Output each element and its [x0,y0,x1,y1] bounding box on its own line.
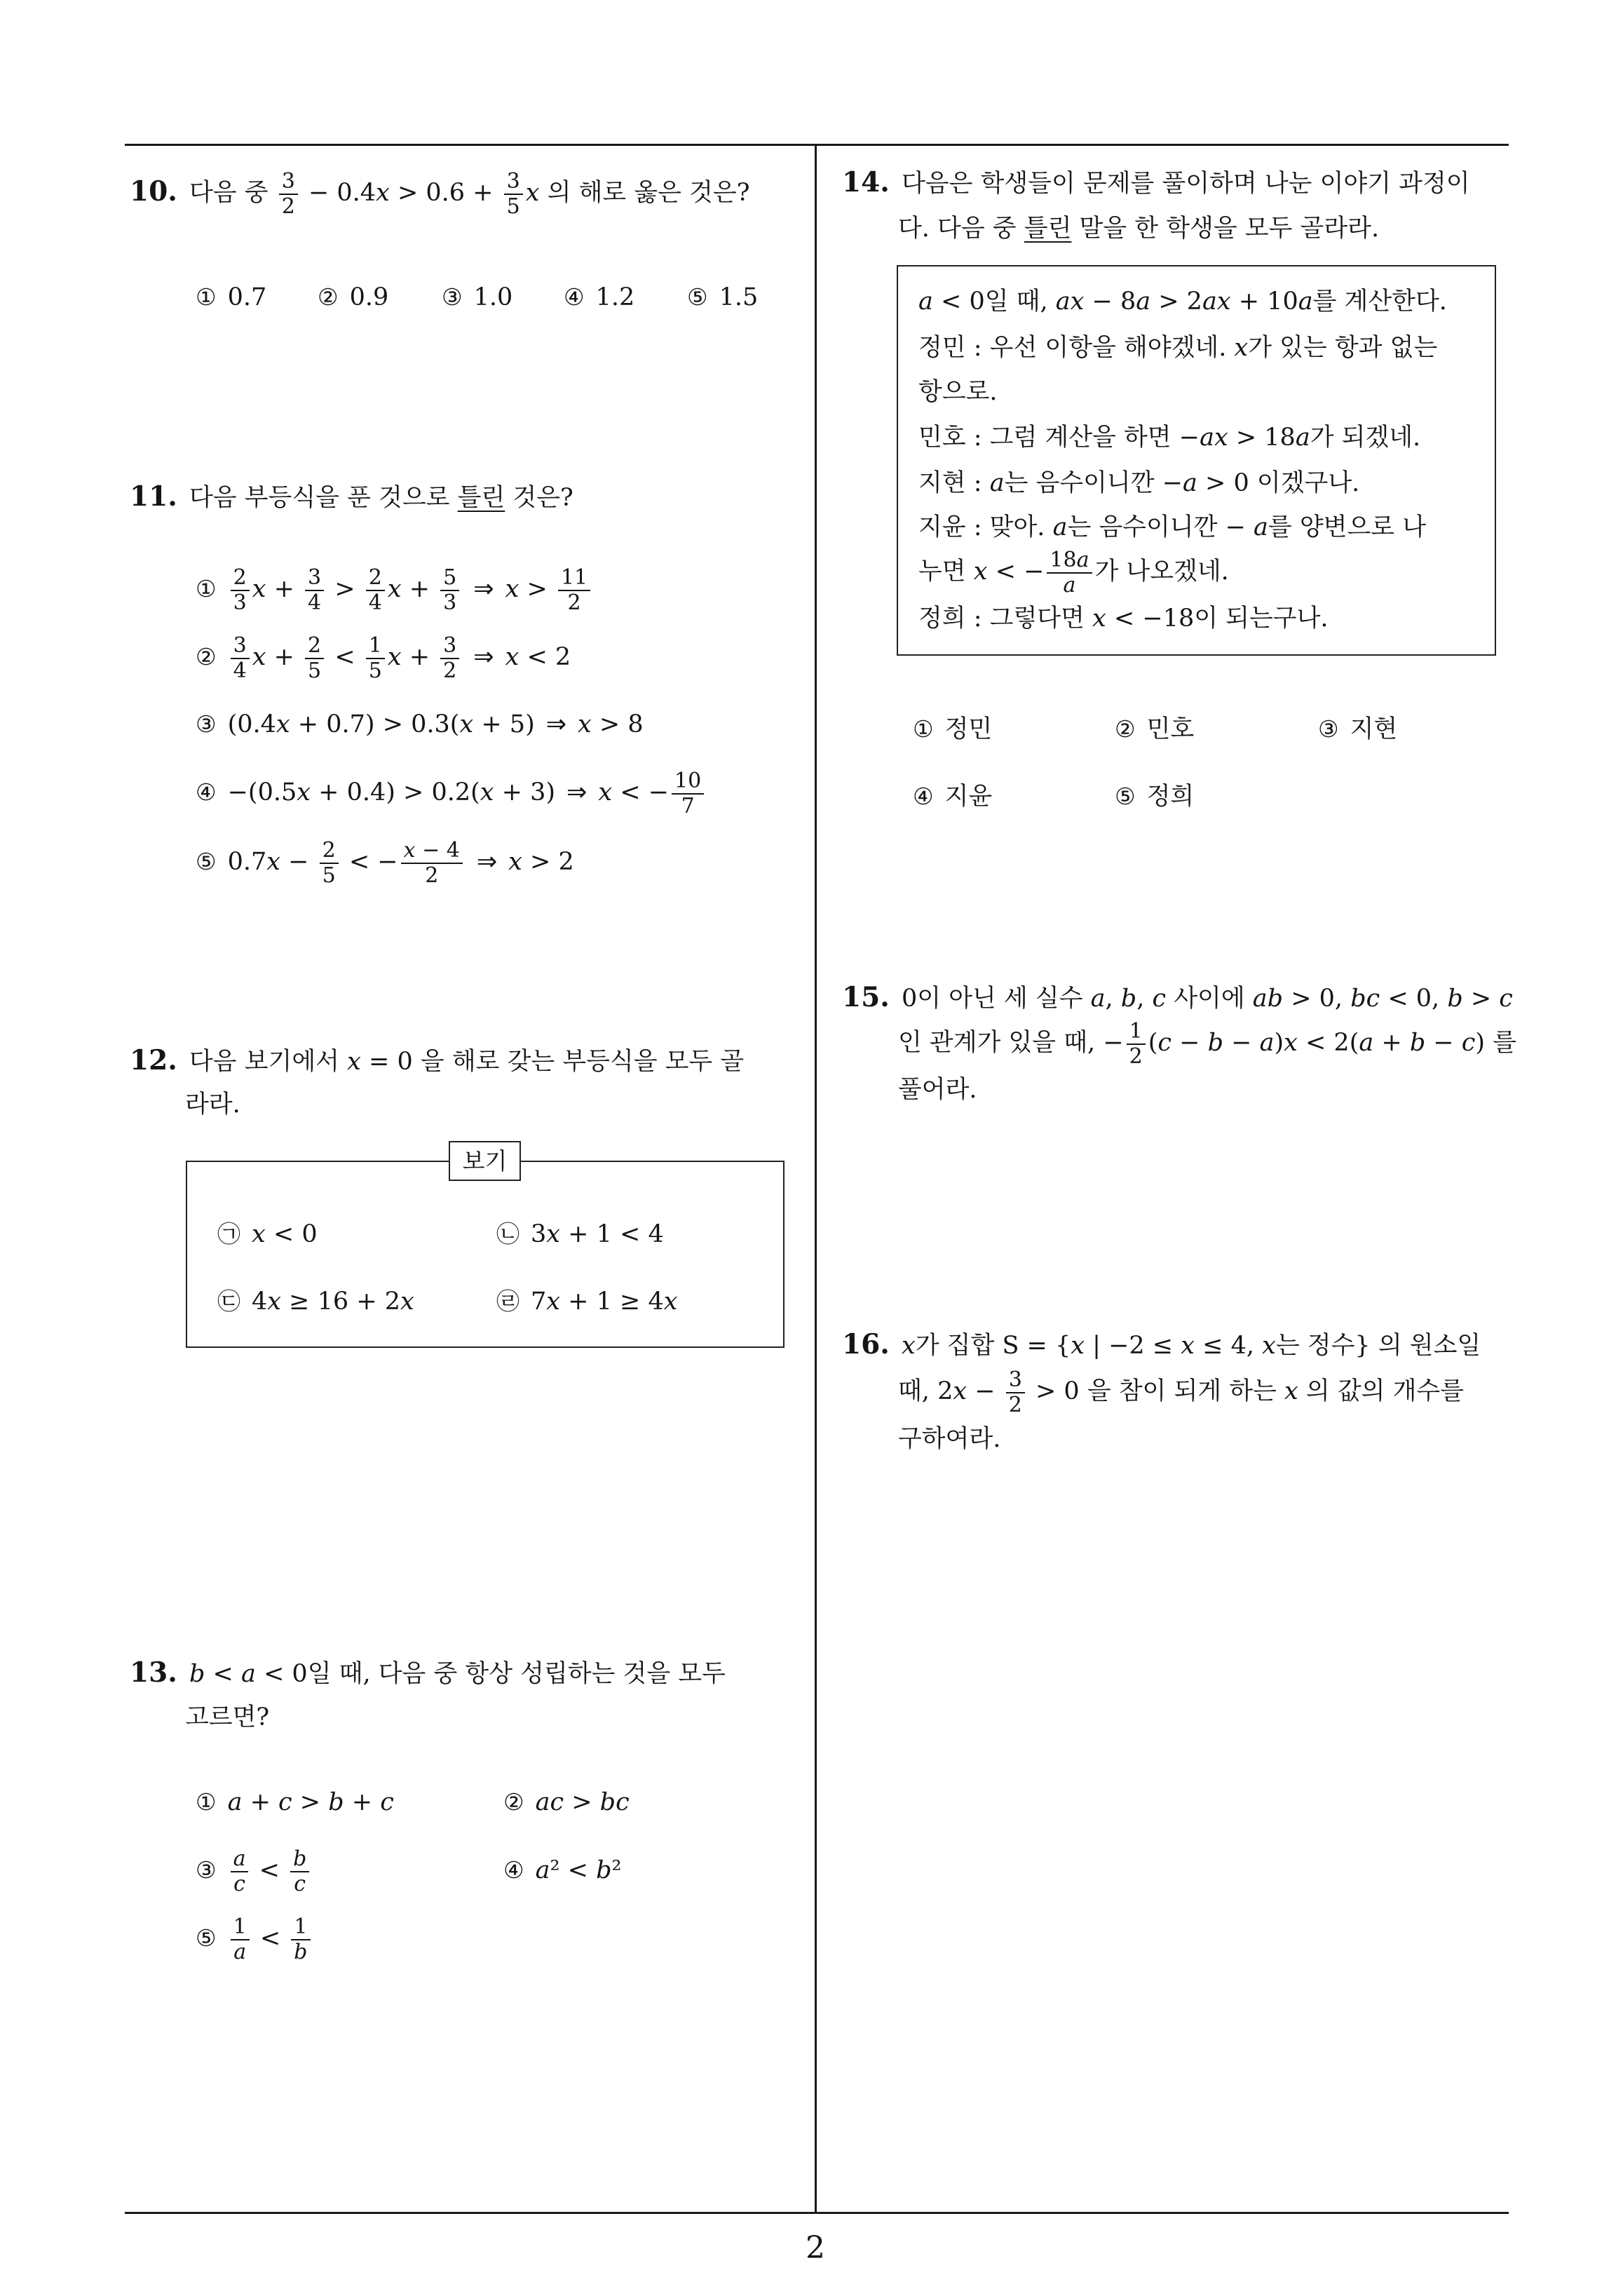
denominator: a [233,1939,247,1964]
dialogue-text: 는 음수이니깐 [1004,469,1155,497]
bottom-rule [125,2212,1509,2214]
fraction [1047,548,1092,597]
stem-text: 가 집합 [915,1332,995,1360]
column-divider [815,144,817,2213]
math-expression: − 0.4x > 0.6 + [308,179,494,207]
stem-text: 의 해로 옳은 것은? [547,179,750,207]
numerator: 3 [305,566,324,591]
denominator: 2 [1008,1392,1022,1417]
choice [196,1774,394,1830]
dialogue-text: 일 때, [984,288,1048,316]
math-expression: a + c > b + c [227,1788,394,1816]
denominator: c [294,1871,306,1896]
choice [442,269,512,325]
choice-mark: ④ [196,778,217,806]
math-expression: (0.4x + 0.7) > 0.3(x + 5) [227,710,535,738]
numerator: x − 4 [401,839,463,864]
choice [503,1774,630,1830]
math-expression: x [525,179,540,207]
choice [196,834,574,890]
q11-stem [130,468,573,525]
fraction [305,634,324,682]
stem-text: 0이 아닌 세 실수 [902,985,1083,1013]
fraction [305,566,324,614]
math-expression: > 0 [1035,1377,1080,1405]
implies-arrow: ⇒ [566,778,588,806]
denominator: 4 [368,590,382,615]
math-expression: − [1103,1029,1124,1057]
choice-mark: ④ [564,283,585,311]
item-mark: ㉢ [217,1288,240,1315]
stem-text: 를 [1493,1029,1517,1057]
dialogue-text: 가 있는 항과 없는 [1248,334,1438,362]
question-number: 10. [130,175,177,208]
math-expression: x + [387,643,430,671]
denominator: 2 [443,658,457,683]
numerator: 1 [1127,1020,1146,1045]
denominator: 5 [322,863,336,888]
choice-mark: ④ [913,783,934,810]
math-expression: 2x − [937,1377,996,1405]
stem-text: 말을 한 학생을 모두 골라라. [1079,215,1380,243]
fraction [291,1915,310,1964]
math-expression: 0.7x − [227,848,309,876]
fraction [320,839,339,887]
choice [1115,701,1194,757]
dialogue-text: 가 되겠네. [1310,424,1421,452]
fraction [1006,1368,1025,1417]
denominator: 5 [368,658,382,683]
q15-stem-line-3 [898,1062,977,1118]
stem-text: 는 정수} [1275,1332,1371,1360]
choice-mark: ⑤ [196,1924,217,1952]
fraction [290,1847,309,1896]
math-expression: b < a < 0 [189,1660,308,1688]
choice-value: 지윤 [944,783,993,811]
choice-mark: ② [1115,715,1136,743]
denominator: 3 [233,590,247,615]
math-expression: x + [252,643,294,671]
dialogue-text: 이겠구나. [1256,469,1360,497]
numerator: 3 [504,170,523,195]
item-mark: ㉣ [496,1288,520,1315]
math-expression: −a > 0 [1162,469,1249,497]
choice [196,561,593,617]
choice-mark: ① [196,1788,217,1816]
fraction [504,170,523,218]
choice [503,1842,622,1898]
math-expression: x < − [598,778,670,806]
choice-mark: ④ [503,1856,524,1884]
implies-arrow: ⇒ [473,643,494,671]
math-expression: −(0.5x + 0.4) > 0.2(x + 3) [227,778,556,806]
choice-mark: ② [196,643,217,670]
stem-text: 인 관계가 있을 때, [898,1029,1096,1057]
denominator: 4 [308,590,322,615]
math-expression: < − [348,848,398,876]
math-operator: < [259,1856,280,1884]
dialogue-text: 를 계산한다. [1312,288,1447,316]
denominator: 2 [567,590,581,615]
stem-text: 의 값의 개수를 [1305,1377,1465,1405]
denominator: 3 [443,590,457,615]
math-expression: 7x + 1 ≥ 4x [531,1288,678,1316]
example-box-label: 보기 [449,1141,521,1181]
fraction [231,566,250,614]
choice [687,269,758,325]
denominator: 5 [506,194,520,219]
fraction [1127,1020,1146,1068]
implies-arrow: ⇒ [473,575,494,603]
stem-text: 다음 중 [189,179,269,207]
underlined-word: 틀린 [457,484,505,512]
denominator: a [1063,572,1076,597]
numerator: 1 [291,1915,310,1940]
choice-mark: ① [196,575,217,602]
numerator: 5 [440,566,459,591]
stem-text: 다. 다음 중 [898,215,1017,243]
implies-arrow: ⇒ [545,710,567,738]
top-rule [125,144,1509,146]
choice [913,769,992,825]
question-number: 14. [842,166,890,198]
math-expression: ac > bc [535,1788,630,1816]
choice-value: 지현 [1350,715,1398,743]
stem-text: 다음은 학생들이 문제를 풀이하며 나눈 이야기 과정이 [902,170,1470,198]
denominator: 2 [425,863,439,888]
q13-stem-line-2 [185,1689,269,1745]
stem-text: 라라. [185,1090,240,1119]
q10-stem [130,163,749,220]
denominator: 7 [681,793,695,818]
stem-text: 을 해로 갖는 부등식을 모두 골 [420,1048,745,1076]
stem-text: 일 때, 다음 중 항상 성립하는 것을 모두 [307,1660,726,1688]
math-expression: a, b, c [1090,985,1167,1013]
math-expression: ab > 0, bc < 0, b > c [1252,985,1513,1013]
choice-mark: ③ [1318,715,1339,743]
numerator: 3 [440,634,459,659]
math-expression: a < 0 [918,288,985,316]
choice-mark: ① [196,283,217,311]
denominator: b [294,1939,308,1964]
underlined-word: 틀린 [1024,215,1072,243]
dialogue-text: 는 음수이니깐 [1067,513,1218,541]
dialogue-text: 민호 : 그럼 계산을 하면 [918,424,1172,452]
choice [196,629,571,685]
choice [196,1842,312,1898]
stem-text: 때, [898,1377,930,1405]
denominator: 5 [308,658,322,683]
math-expression: S = {x | −2 ≤ x ≤ 4, x [1002,1332,1276,1360]
denominator: 2 [1129,1044,1143,1069]
fraction [279,170,298,218]
numerator: 10 [672,769,704,795]
stem-text: 구하여라. [898,1425,1001,1453]
dialogue-text: 정희 : 그렇다면 [918,605,1085,633]
fraction [231,1915,250,1964]
item-mark: ㉠ [217,1220,240,1248]
q12-stem-line-2 [185,1076,240,1133]
example-item [217,1206,318,1262]
question-number: 12. [130,1044,177,1076]
math-expression: x > 8 [578,710,644,738]
math-expression: x + [387,575,430,603]
choice-mark: ② [318,283,339,311]
math-expression: x + [252,575,294,603]
dialogue-text: 누면 [918,558,966,586]
numerator: 2 [305,634,324,659]
question-number: 16. [842,1328,890,1360]
choice-value: 정민 [944,715,993,743]
stem-text: 다음 보기에서 [189,1048,339,1076]
numerator: 3 [279,170,298,195]
numerator: 2 [231,566,250,591]
choice [196,1910,313,1966]
example-item [217,1274,414,1330]
fraction [672,769,704,818]
choice-mark: ⑤ [196,848,217,875]
numerator: 11 [558,566,590,591]
denominator: 2 [281,194,295,219]
stem-text: 것은? [512,484,573,512]
choice-mark: ③ [196,710,217,738]
numerator: b [290,1847,309,1872]
denominator: c [233,1871,245,1896]
math-expression: (c − b − a)x < 2(a + b − c) [1148,1029,1486,1057]
fraction [366,566,385,614]
choice-mark: ③ [196,1856,217,1884]
choice-mark: ② [503,1788,524,1816]
choice [564,269,634,325]
math-expression: − a [1225,513,1268,541]
question-number: 11. [130,480,177,513]
choice [196,764,707,821]
choice [318,269,388,325]
choice [913,701,992,757]
stem-text: 사이에 [1174,985,1245,1013]
math-expression: a² < b² [535,1856,622,1884]
math-expression: 3x + 1 < 4 [531,1220,664,1248]
math-expression: x < 0 [252,1220,318,1248]
example-item [496,1206,664,1262]
stem-text: 다음 부등식을 푼 것으로 [189,484,450,512]
choice-value: 1.0 [473,283,513,311]
q16-stem-line-3 [898,1411,1000,1467]
choice-value: 0.7 [227,283,267,311]
implies-arrow: ⇒ [476,848,498,876]
dialogue-text: 정민 : 우선 이항을 해야겠네. [918,334,1227,362]
fraction [440,566,459,614]
numerator: 3 [1006,1368,1025,1393]
choice-value: 1.5 [719,283,759,311]
math-operator: < [259,1924,281,1952]
choice-mark: ③ [442,283,463,311]
math-expression: < [334,643,355,671]
math-expression: 4x ≥ 16 + 2x [252,1288,414,1316]
page-number: 2 [806,2230,825,2266]
fraction [366,634,385,682]
choice-value: 1.2 [595,283,635,311]
choice-value: 정희 [1146,783,1195,811]
numerator: 18a [1047,548,1092,574]
math-expression: x > 2 [508,848,574,876]
math-expression: x [1284,1377,1298,1405]
math-expression: ax − 8a > 2ax + 10a [1055,288,1313,316]
stem-text: 의 원소일 [1378,1332,1481,1360]
stem-text: 고르면? [185,1703,270,1731]
dialogue-text: 항으로. [918,378,998,406]
dialogue-text: 가 나오겠네. [1094,558,1229,586]
question-number: 13. [130,1656,177,1689]
stem-text: 을 참이 되게 하는 [1087,1377,1277,1405]
choice [1115,769,1194,825]
choice-mark: ① [913,715,934,743]
dialogue-text: 지윤 : 맞아. [918,513,1045,541]
math-expression: a [1052,513,1068,541]
choice-mark: ⑤ [1115,783,1136,810]
dialogue-text: 를 양변으로 나 [1268,513,1427,541]
fraction [231,634,250,682]
denominator: 4 [233,658,247,683]
math-expression: x < 2 [505,643,571,671]
math-expression: −ax > 18a [1179,424,1310,452]
question-number: 15. [842,981,890,1013]
fraction [440,634,459,682]
choice [196,696,644,752]
math-expression: x < −18 [1092,605,1195,633]
math-expression: x > [505,575,548,603]
math-expression: x = 0 [347,1048,413,1076]
numerator: 2 [320,839,339,864]
example-item [496,1274,677,1330]
math-expression: x [1234,334,1249,362]
item-mark: ㉡ [496,1220,520,1248]
numerator: 1 [366,634,385,659]
math-expression: > [334,575,355,603]
choice-mark: ⑤ [687,283,708,311]
choice [1318,701,1397,757]
numerator: 2 [366,566,385,591]
fraction [558,566,590,614]
dialogue-text: 이 되는구나. [1194,605,1329,633]
dialogue-line [918,590,1329,647]
numerator: 3 [231,634,250,659]
fraction [231,1847,249,1896]
math-expression: x < − [973,558,1045,586]
stem-text: 풀어라. [898,1076,977,1104]
q14-stem-line-2 [898,201,1379,257]
choice-value: 민호 [1146,715,1195,743]
math-expression: x [902,1332,916,1360]
choice-value: 0.9 [349,283,389,311]
dialogue-text: 지현 : [918,469,982,497]
fraction [401,839,463,887]
choice [196,269,266,325]
numerator: 1 [231,1915,250,1940]
math-expression: a [989,469,1005,497]
numerator: a [231,1847,249,1872]
q15-stem-line-2 [898,1015,1516,1071]
